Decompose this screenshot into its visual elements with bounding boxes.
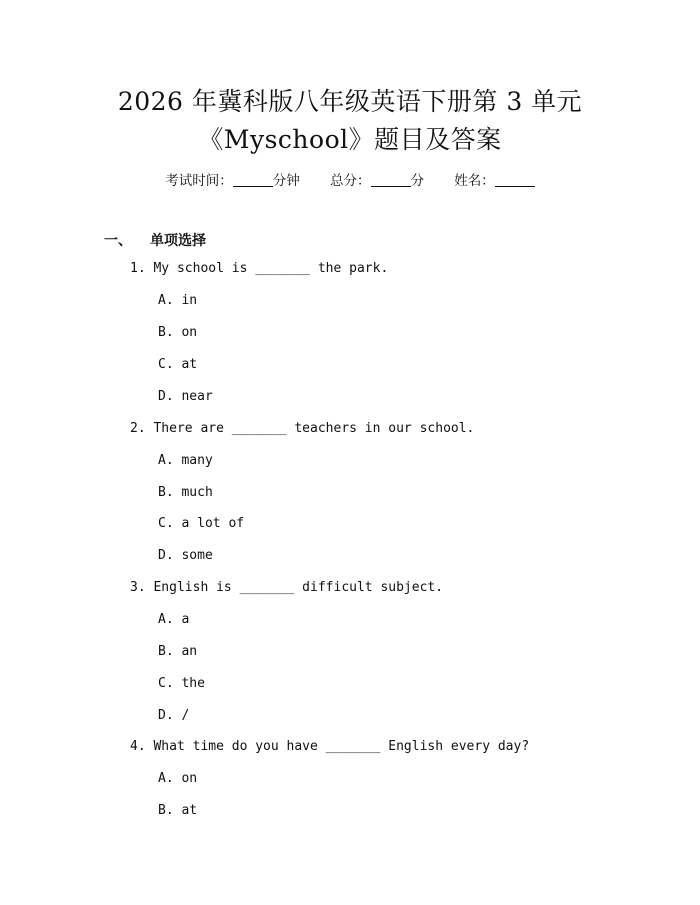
answer-option: B. at	[158, 803, 198, 818]
name-blank	[495, 186, 535, 187]
answer-option: A. on	[158, 771, 198, 786]
page-title-line2: 《Myschool》题目及答案	[198, 125, 502, 154]
exam-info-line	[0, 169, 700, 189]
question-text: 1. My school is _______ the park.	[130, 261, 389, 276]
answer-option: D. /	[158, 708, 190, 723]
question-text: 4. What time do you have _______ English every day?	[130, 739, 530, 754]
answer-option: C. a lot of	[158, 516, 245, 531]
answer-option: A. in	[158, 293, 198, 308]
time-unit: 分钟	[272, 173, 300, 189]
section-title: 单项选择	[150, 233, 206, 249]
answer-option: A. a	[158, 612, 190, 627]
answer-option: B. much	[158, 485, 213, 500]
section-number: 一、	[104, 233, 132, 249]
time-blank	[233, 186, 273, 187]
question-text: 2. There are _______ teachers in our school.	[130, 421, 475, 436]
name-label: 姓名：	[454, 173, 495, 189]
score-field	[330, 173, 428, 189]
page-title-line1: 2026 年冀科版八年级英语下册第 3 单元	[117, 87, 583, 116]
name-field	[454, 173, 535, 189]
score-blank	[371, 186, 411, 187]
time-label: 考试时间：	[165, 173, 233, 189]
question-text: 3. English is _______ difficult subject.	[130, 580, 444, 595]
time-field	[165, 173, 304, 189]
answer-option: B. on	[158, 325, 198, 340]
answer-option: C. the	[158, 676, 205, 691]
answer-option: B. an	[158, 644, 198, 659]
answer-option: D. near	[158, 389, 213, 404]
answer-option: D. some	[158, 548, 213, 563]
score-label: 总分：	[330, 173, 371, 189]
answer-option: A. many	[158, 453, 213, 468]
score-unit: 分	[410, 173, 424, 189]
section-heading	[104, 230, 206, 250]
answer-option: C. at	[158, 357, 198, 372]
